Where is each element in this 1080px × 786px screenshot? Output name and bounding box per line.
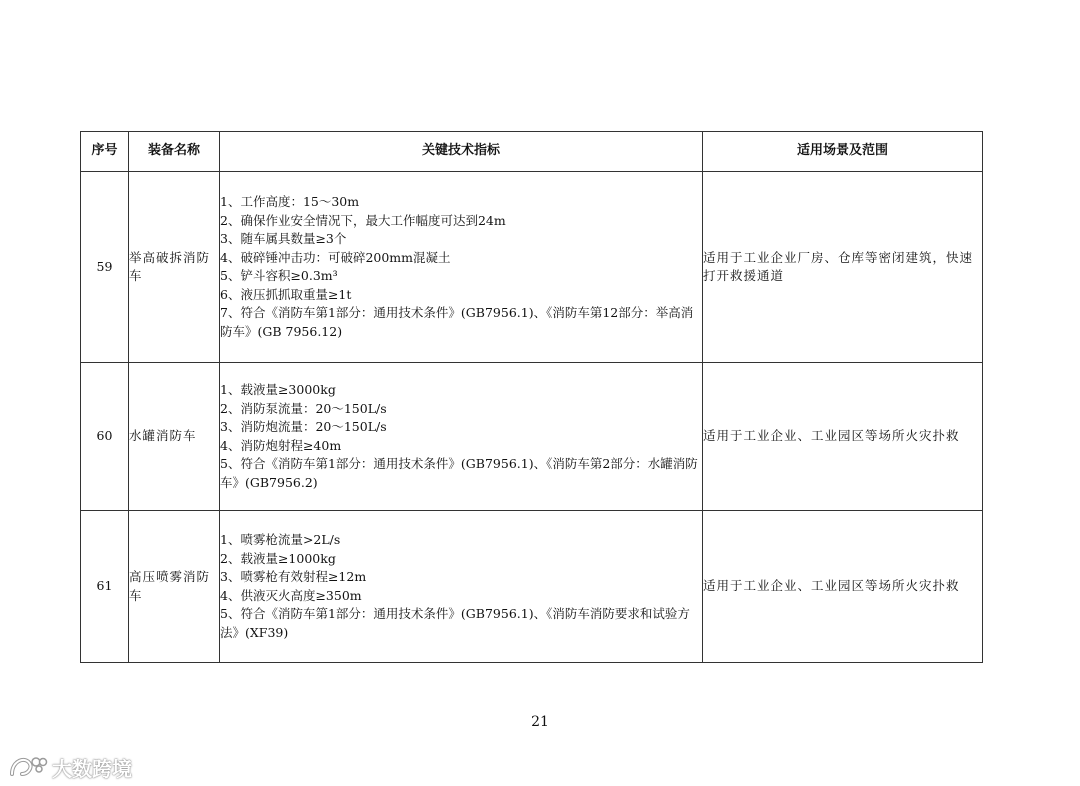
header-name: 装备名称	[129, 132, 220, 172]
spec-line: 3、喷雾枪有效射程≥12m	[220, 569, 367, 584]
spec-line: 5、符合《消防车第1部分：通用技术条件》(GB7956.1)、《消防车第2部分：水罐消防车》(GB7956.2)	[220, 456, 698, 490]
spec-line: 4、消防炮射程≥40m	[220, 437, 342, 453]
row-no: 59	[81, 172, 129, 363]
watermark-text: 大数跨境	[52, 756, 132, 781]
spec-line: 6、液压抓抓取重量≥1t	[220, 286, 352, 302]
spec-line: 7、符合《消防车第1部分：通用技术条件》(GB7956.1)、《消防车第12部分：举高消防车》(GB 7956.12)	[220, 305, 694, 339]
header-no: 序号	[81, 132, 129, 172]
watermark-logo-icon	[8, 752, 48, 782]
row-scope: 适用于工业企业厂房、仓库等密闭建筑，快速打开救援通道	[703, 172, 983, 363]
row-spec-cell	[220, 511, 703, 663]
row-no: 60	[81, 363, 129, 511]
spec-line: 3、随车属具数量≥3个	[220, 231, 347, 246]
spec-line: 3、消防炮流量：20～150L/s	[220, 419, 387, 434]
row-no: 61	[81, 511, 129, 663]
row-spec-cell	[220, 363, 703, 511]
watermark	[8, 750, 132, 784]
table-row	[81, 363, 983, 511]
spec-line: 1、工作高度：15～30m	[220, 194, 360, 209]
spec-line: 2、确保作业安全情况下，最大工作幅度可达到24m	[220, 212, 506, 228]
row-equipment-name: 水罐消防车	[129, 363, 220, 511]
equipment-table	[80, 131, 983, 663]
spec-line: 2、消防泵流量：20～150L/s	[220, 400, 387, 416]
row-scope: 适用于工业企业、工业园区等场所火灾扑救	[703, 511, 983, 663]
row-equipment-name: 高压喷雾消防车	[129, 511, 220, 663]
table-header-row	[81, 132, 983, 172]
row-equipment-name: 举高破拆消防车	[129, 172, 220, 363]
page-number: 21	[531, 714, 549, 730]
spec-line: 5、符合《消防车第1部分：通用技术条件》(GB7956.1)、《消防车消防要求和试验方法》(XF39)	[220, 606, 690, 640]
row-spec-cell	[220, 172, 703, 363]
header-scope: 适用场景及范围	[703, 132, 983, 172]
spec-line: 1、载液量≥3000kg	[220, 382, 336, 397]
table-row	[81, 172, 983, 363]
header-spec: 关键技术指标	[220, 132, 703, 172]
spec-line: 1、喷雾枪流量>2L/s	[220, 532, 341, 547]
row-scope: 适用于工业企业、工业园区等场所火灾扑救	[703, 363, 983, 511]
spec-line: 4、破碎锤冲击功：可破碎200mm混凝土	[220, 249, 451, 265]
table-row	[81, 511, 983, 663]
spec-line: 4、供液灭火高度≥350m	[220, 587, 362, 603]
spec-line: 5、铲斗容积≥0.3m³	[220, 268, 338, 283]
spec-line: 2、载液量≥1000kg	[220, 550, 336, 566]
